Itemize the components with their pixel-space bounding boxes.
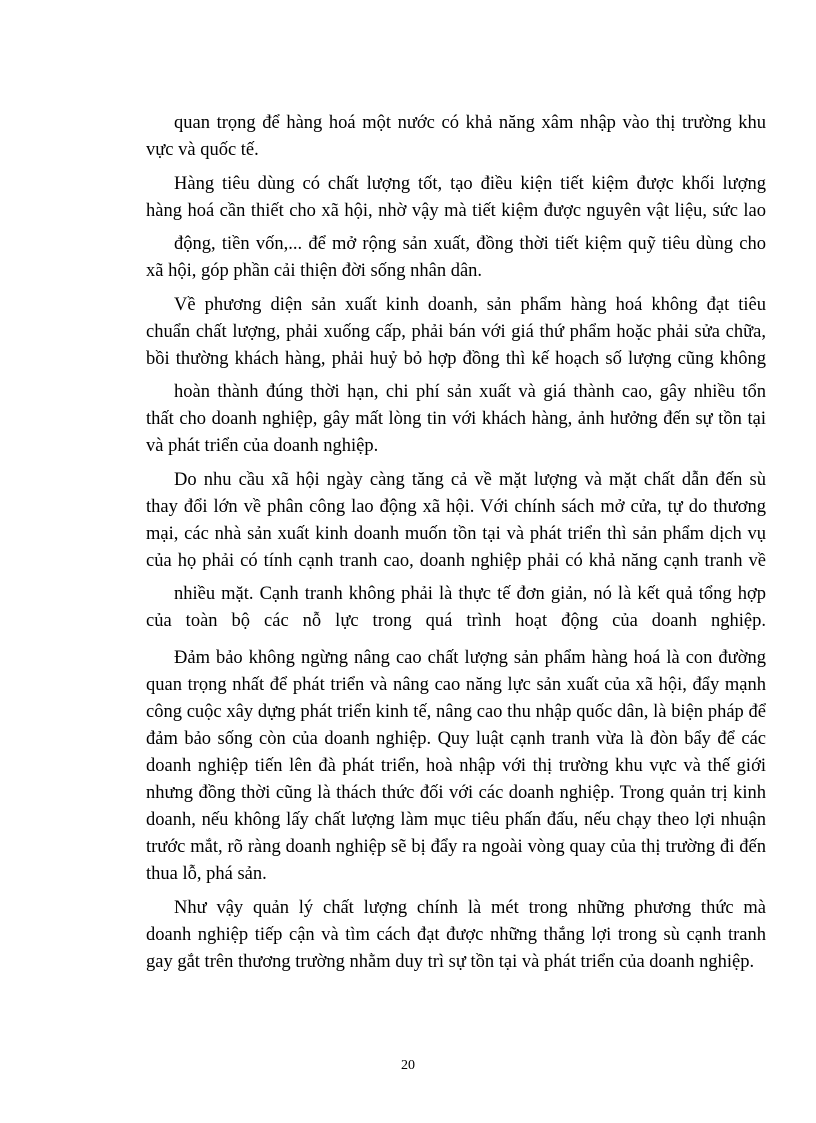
- paragraph-5-line-2: quan trọng nhất để phát triển và nâng cao năng lực sản xuất của xã hội, đẩy mạnh: [146, 675, 766, 695]
- paragraph-3-line-2: chuẩn chất lượng, phải xuống cấp, phải bán với giá thứ phẩm hoặc phải sửa chữa,: [146, 322, 766, 342]
- paragraph-2-line-1: Hàng tiêu dùng có chất lượng tốt, tạo điều kiện tiết kiệm được khối lượng: [174, 174, 766, 194]
- paragraph-2-line-3: động, tiền vốn,... để mở rộng sản xuất, đồng thời tiết kiệm quỹ tiêu dùng cho: [174, 234, 766, 254]
- paragraph-5-line-6: nhưng đồng thời cũng là thách thức đối với các doanh nghiệp. Trong quản trị kinh: [146, 783, 766, 803]
- paragraph-5-line-4: đảm bảo sống còn của doanh nghiệp. Quy luật cạnh tranh vừa là đòn bẩy để các: [146, 729, 766, 749]
- paragraph-5-line-8: trước mắt, rõ ràng doanh nghiệp sẽ bị đẩy ra ngoài vòng quay của thị trường đi đến: [146, 837, 766, 857]
- paragraph-3-line-5: thất cho doanh nghiệp, gây mất lòng tin với khách hàng, ảnh hưởng đến sự tồn tại: [146, 409, 766, 429]
- page-number: 20: [401, 1058, 415, 1073]
- paragraph-1-line-2: vực và quốc tế.: [146, 140, 259, 160]
- paragraph-6-line-1: Như vậy quản lý chất lượng chính là mét trong những phương thức mà: [174, 898, 766, 918]
- paragraph-6-line-3: gay gắt trên thương trường nhằm duy trì sự tồn tại và phát triển của doanh nghiệp.: [146, 952, 755, 972]
- paragraph-4-line-4: của họ phải có tính cạnh tranh cao, doanh nghiệp phải có khả năng cạnh tranh về: [146, 551, 766, 571]
- paragraph-4-line-1: Do nhu cầu xã hội ngày càng tăng cả về mặt lượng và mặt chất dẫn đến sù: [174, 470, 766, 490]
- paragraph-4-line-5: nhiều mặt. Cạnh tranh không phải là thực tế đơn giản, nó là kết quả tổng hợp: [174, 584, 766, 604]
- paragraph-5-line-9: thua lỗ, phá sản.: [146, 864, 267, 884]
- paragraph-4-line-2: thay đổi lớn về phân công lao động xã hội. Với chính sách mở cửa, tự do thương: [146, 497, 766, 517]
- paragraph-5-line-7: doanh, nếu không lấy chất lượng làm mục tiêu phấn đấu, nếu chạy theo lợi nhuận: [146, 810, 766, 830]
- paragraph-6-line-2: doanh nghiệp tiếp cận và tìm cách đạt được những thắng lợi trong sù cạnh tranh: [146, 925, 766, 945]
- paragraph-5-line-3: công cuộc xây dựng phát triển kinh tế, nâng cao thu nhập quốc dân, là biện pháp để: [146, 702, 766, 722]
- paragraph-3-line-4: hoàn thành đúng thời hạn, chi phí sản xuất và giá thành cao, gây nhiều tổn: [174, 382, 766, 402]
- paragraph-2-line-4: xã hội, góp phần cải thiện đời sống nhân dân.: [146, 261, 483, 281]
- paragraph-4-line-6: của toàn bộ các nỗ lực trong quá trình hoạt động của doanh nghiệp.: [146, 611, 766, 631]
- paragraph-3-line-3: bồi thường khách hàng, phải huỷ bỏ hợp đồng thì kế hoạch số lượng cũng không: [146, 349, 766, 369]
- paragraph-5-line-5: doanh nghiệp tiến lên đà phát triển, hoà nhập với thị trường khu vực và thế giới: [146, 756, 766, 776]
- paragraph-4-line-3: mại, các nhà sản xuất kinh doanh muốn tồn tại và phát triển thì sản phẩm dịch vụ: [146, 524, 766, 544]
- paragraph-2-line-2: hàng hoá cần thiết cho xã hội, nhờ vậy mà tiết kiệm được nguyên vật liệu, sức lao: [146, 201, 766, 221]
- paragraph-3-line-1: Về phương diện sản xuất kinh doanh, sản phẩm hàng hoá không đạt tiêu: [174, 295, 766, 315]
- paragraph-1-line-1: quan trọng để hàng hoá một nước có khả năng xâm nhập vào thị trường khu: [174, 113, 766, 133]
- paragraph-3-line-6: và phát triển của doanh nghiệp.: [146, 436, 379, 456]
- paragraph-5-line-1: Đảm bảo không ngừng nâng cao chất lượng sản phẩm hàng hoá là con đường: [174, 648, 766, 668]
